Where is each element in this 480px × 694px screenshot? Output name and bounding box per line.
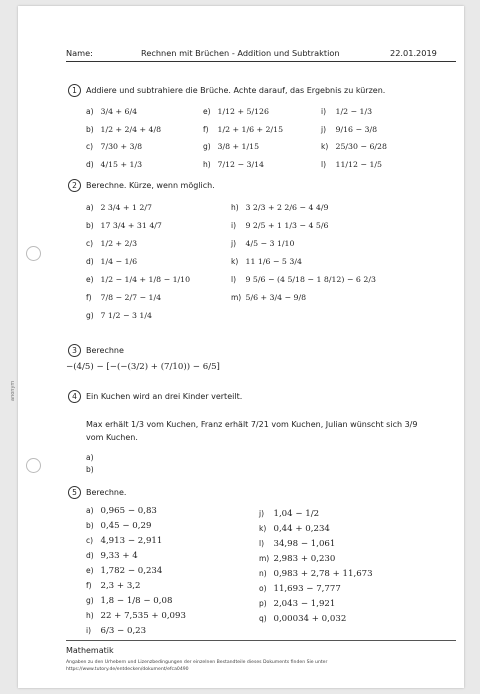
section2-instruction: Berechne. Kürze, wenn möglich. [86,181,215,190]
exercise-expression: 11 1/6 − 5 3/4 [245,257,302,266]
exercise-item [86,551,138,561]
exercise-label: l) [231,275,237,284]
exercise-label: a) [86,506,94,515]
exercise-expression: 17 3/4 + 31 4/7 [100,221,162,230]
exercise-expression: 2,043 − 1,921 [273,599,336,609]
exercise-item [86,566,162,576]
exercise-label: d) [86,551,94,560]
exercise-item [86,221,162,230]
exercise-item [321,107,372,116]
exercise-item [86,142,142,151]
exercise-expression: 3/8 + 1/15 [217,142,260,151]
footer-rule [66,640,456,641]
exercise-expression: 1/2 + 1/6 + 2/15 [217,124,284,134]
exercise-item [86,311,152,320]
exercise-label: h) [231,203,239,212]
exercise-label: n) [259,569,267,578]
exercise-label: f) [86,581,92,590]
side-note: anonym [10,380,16,401]
exercise-item [86,125,161,134]
exercise-expression: 9 5/6 − (4 5/18 − 1 8/12) − 6 2/3 [245,275,376,284]
exercise-label: m) [231,293,242,302]
section3-expression: −(4/5) − [−(−(3/2) + (7/10)) − 6/5] [66,362,220,372]
exercise-label: i) [231,221,237,230]
exercise-expression: 1,04 − 1/2 [273,509,320,519]
exercise-item [259,584,341,594]
exercise-item [86,581,140,591]
exercise-label: k) [259,524,267,533]
exercise-label: b) [86,124,94,134]
exercise-label: a) [86,203,94,212]
exercise-label: c) [86,142,94,151]
exercise-item [259,614,346,624]
exercise-expression: 0,00034 + 0,032 [273,614,347,624]
exercise-label: d) [86,257,94,266]
exercise-expression: 1/4 − 1/6 [100,257,138,266]
section1-instruction: Addiere und subtrahiere die Brüche. Achte darauf, das Ergebnis zu kürzen. [86,86,386,95]
exercise-item [86,275,190,284]
exercise-label: g) [86,311,94,320]
exercise-item [86,596,172,606]
exercise-expression: 25/30 − 6/28 [335,142,387,151]
exercise-expression: 22 + 7,535 + 0,093 [100,611,186,621]
exercise-expression: 1/2 − 1/4 + 1/8 − 1/10 [100,275,191,284]
exercise-expression: 0,983 + 2,78 + 11,673 [273,569,373,579]
exercise-item [86,626,146,636]
exercise-expression: 34,98 − 1,061 [273,539,336,549]
exercise-expression: 0,44 + 0,234 [273,524,330,534]
exercise-expression: 1/2 + 2/4 + 4/8 [100,124,162,134]
exercise-item [231,221,328,230]
exercise-expression: 1/12 + 5/126 [217,107,269,116]
exercise-item [86,506,157,516]
exercise-item [203,142,259,151]
exercise-expression: 2 3/4 + 1 2/7 [100,203,152,212]
exercise-label: h) [203,159,211,169]
exercise-item [86,453,98,462]
section-number: 5 [68,486,81,499]
exercise-item [86,160,142,169]
exercise-expression: 4/5 − 3 1/10 [245,239,295,248]
worksheet [10,6,464,688]
exercise-expression: 5/6 + 3/4 − 9/8 [245,293,307,302]
exercise-item [321,125,377,134]
exercise-item [86,257,137,266]
exercise-expression: 3 2/3 + 2 2/6 − 4 4/9 [245,203,329,212]
exercise-expression: 7/8 − 2/7 − 1/4 [100,293,162,302]
exercise-item [321,160,382,169]
exercise-item [86,293,161,302]
exercise-expression: 4/15 + 1/3 [100,159,143,169]
exercise-label: o) [259,584,267,593]
exercise-item [86,107,137,116]
exercise-label: p) [259,599,267,608]
exercise-item [231,293,306,302]
exercise-label: l) [321,159,327,169]
exercise-label: j) [321,124,327,134]
exercise-label: l) [259,539,265,548]
exercise-label: b) [86,521,94,530]
exercise-expression: 7/30 + 3/8 [100,142,143,151]
exercise-item [231,239,294,248]
exercise-label: g) [203,142,211,151]
section-number: 4 [68,390,81,403]
exercise-item [259,539,335,549]
footer-subject: Mathematik [66,646,114,655]
exercise-expression: 6/3 − 0,23 [100,626,147,636]
exercise-item [259,569,373,579]
exercise-item [203,125,283,134]
exercise-label: g) [86,596,94,605]
header-rule [66,61,456,62]
exercise-expression: 7/12 − 3/14 [217,159,264,169]
exercise-expression: 3/4 + 6/4 [100,107,138,116]
exercise-label: f) [203,124,209,134]
exercise-label: f) [86,293,92,302]
exercise-label: i) [321,107,327,116]
exercise-expression: 1,8 − 1/8 − 0,08 [100,596,173,606]
exercise-item [86,536,162,546]
exercise-label: q) [259,614,267,623]
footer-license: Angaben zu den Urhebern und Lizenzbedingungen der einzelnen Bestandteile dieses Dokuments finden Sie unter [66,660,328,665]
exercise-item [231,275,376,284]
exercise-expression: 2,983 + 0,230 [273,554,336,564]
exercise-expression: 1/2 + 2/3 [100,239,138,248]
exercise-label: e) [86,275,94,284]
exercise-item [259,554,335,564]
exercise-item [259,509,319,519]
exercise-label: j) [259,509,265,518]
exercise-item [203,107,269,116]
exercise-label: i) [86,626,92,635]
exercise-item [203,160,264,169]
exercise-item [86,611,186,621]
name-label: Name: [66,48,93,58]
exercise-item [86,203,152,212]
exercise-item [86,465,98,474]
exercise-label: h) [86,611,94,620]
punch-hole [26,246,41,261]
page-title: Rechnen mit Brüchen - Addition und Subtraktion [141,48,340,58]
exercise-label: d) [86,159,94,169]
exercise-label: a) [86,453,94,462]
section-number: 2 [68,179,81,192]
exercise-expression: 4,913 − 2,911 [100,536,163,546]
exercise-item [321,142,387,151]
exercise-label: c) [86,536,94,545]
exercise-label: e) [203,107,211,116]
exercise-expression: 7 1/2 − 3 1/4 [100,311,152,320]
exercise-expression: 9,33 + 4 [100,551,138,561]
exercise-label: c) [86,239,94,248]
exercise-expression: 0,45 − 0,29 [100,521,152,531]
exercise-label: a) [86,107,94,116]
section4-instruction: Ein Kuchen wird an drei Kinder verteilt. [86,392,243,401]
exercise-item [231,257,302,266]
exercise-expression: 9/16 − 3/8 [335,124,378,134]
exercise-expression: 11/12 − 1/5 [335,159,382,169]
exercise-expression: 11,693 − 7,777 [273,584,341,594]
date: 22.01.2019 [390,48,437,58]
exercise-expression: 1/2 − 1/3 [335,107,373,116]
punch-hole [26,458,41,473]
exercise-expression: 0,965 − 0,83 [100,506,157,516]
exercise-label: j) [231,239,237,248]
exercise-item [86,521,151,531]
exercise-label: b) [86,221,94,230]
section-number: 3 [68,344,81,357]
exercise-expression: 1,782 − 0,234 [100,566,163,576]
exercise-item [86,239,137,248]
footer-link: https://www.tutory.de/entdecken/dokument/efca0490 [66,667,189,672]
exercise-expression: 9 2/5 + 1 1/3 − 4 5/6 [245,221,329,230]
exercise-item [259,524,330,534]
exercise-label: b) [86,465,94,474]
exercise-expression: 2,3 + 3,2 [100,581,141,591]
section5-instruction: Berechne. [86,488,127,497]
section-number: 1 [68,84,81,97]
exercise-label: k) [231,257,239,266]
section3-instruction: Berechne [86,346,124,355]
exercise-item [231,203,328,212]
exercise-item [259,599,335,609]
exercise-label: k) [321,142,329,151]
section4-text: Max erhält 1/3 vom Kuchen, Franz erhält 7/21 vom Kuchen, Julian wünscht sich 3/9 vom Kuchen. [86,420,418,442]
exercise-label: m) [259,554,270,563]
exercise-label: e) [86,566,94,575]
